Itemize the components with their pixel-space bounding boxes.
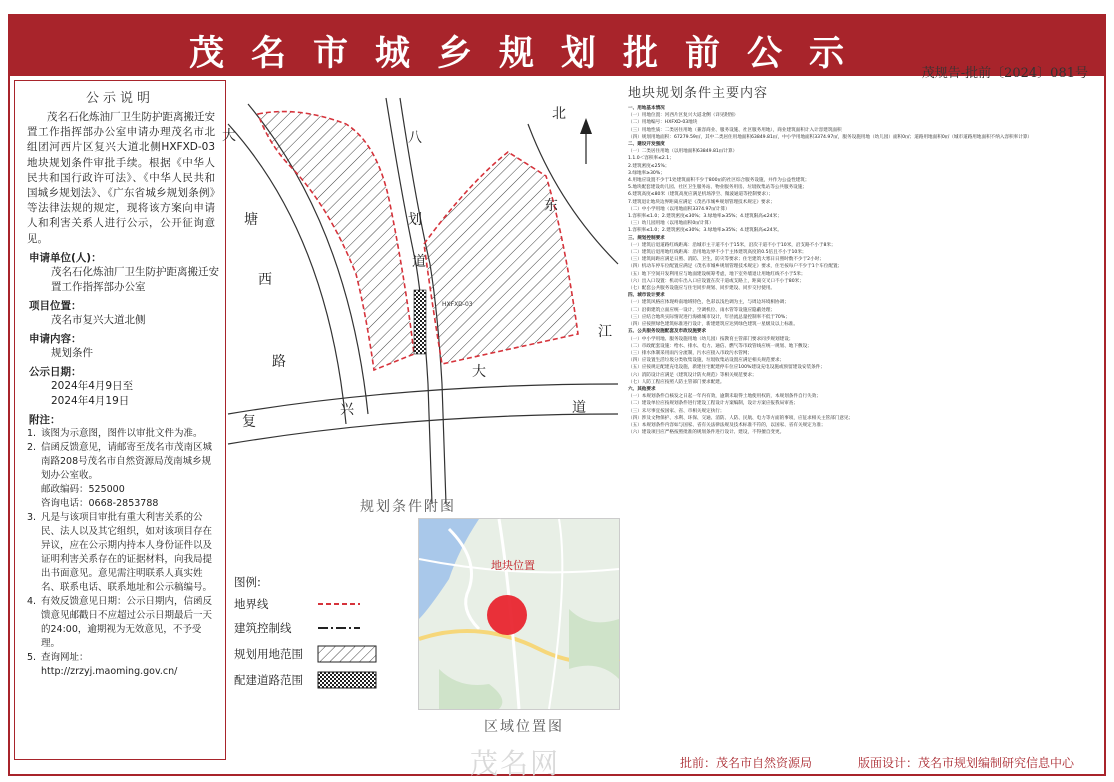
- location-map-label: 区域位置图: [484, 719, 564, 735]
- road-west-char-1: 大: [222, 128, 236, 144]
- note-item: [15, 511, 225, 595]
- note-text: 有效反馈意见日期：公示日期内，信函反馈意见邮戳日不应超过公示日期最后一天的24:00，逾期视为无效意见，不予受理。: [41, 595, 213, 649]
- note-text: 信函反馈意见，请邮寄至茂名市茂南区城南路208号茂名市自然资源局茂南城乡规划办公室收。: [41, 441, 213, 481]
- road-south-char-1: 复: [242, 414, 256, 430]
- note-item: [15, 651, 225, 665]
- condition-section: [624, 105, 1098, 141]
- condition-section: [624, 292, 1098, 328]
- legend-road-swatch: [318, 672, 376, 688]
- site-plan-svg: [222, 84, 618, 508]
- notes-list: [15, 427, 225, 679]
- site-location-label: 地块位置: [491, 559, 535, 572]
- condition-section-heading: 二、建设开发强度: [628, 142, 665, 148]
- condition-section-body: （一）用地位置：河西片区复兴大道北侧（详见附图） （二）用地编号：HXFXD-03地块 （三）用地性质：二类居住用地（兼容商业、服务设施、社区服务用地），商业建筑面积计入计容建筑面积 （四）规划用地面积：67279.59㎡，其中二类居住用地面积63849.81㎡，中小学用地面积3374.97㎡，服务设施用地（幼儿园）面积0㎡；道路用地面积0㎡（城市道路用地面积不纳入容积率计算）: [628, 113, 1033, 140]
- site-plan-label: 规划条件附图: [360, 499, 456, 515]
- condition-section-heading: 一、用地基本情况: [628, 106, 665, 111]
- notice-title: 公示说明: [85, 91, 154, 106]
- road-mid-char-2: 划: [408, 212, 422, 228]
- condition-section-heading: 三、规划控制要求: [628, 235, 665, 241]
- applicant-value: 茂名石化炼油厂卫生防护距离搬迁安置工作指挥部办公室: [51, 265, 219, 293]
- condition-section-heading: 四、城市设计要求: [628, 293, 665, 299]
- note-item: [15, 595, 225, 651]
- note-number: 3.: [27, 511, 37, 523]
- condition-section-heading: 五、公共服务设施配套及市政设施要求: [628, 329, 707, 335]
- legend-title: 图例:: [234, 575, 261, 589]
- road-west-char-3: 西: [258, 272, 272, 288]
- legend-land-swatch: [318, 646, 376, 662]
- notes-label: 附注：: [29, 413, 61, 426]
- road-east-char-2: 江: [598, 324, 612, 340]
- legend: [228, 570, 406, 700]
- note-text[interactable]: http://zrzyj.maoming.gov.cn/: [41, 665, 178, 677]
- road-south-char-2: 兴: [340, 402, 354, 418]
- note-number: 1.: [27, 427, 37, 439]
- parcel-id-label: HXFXD-03: [442, 301, 473, 308]
- condition-section-body: （一）建筑后退道路红线距离：沿城市主干道不小于15米，沿次干道不小于10米，沿支路不小于8米； （二）建筑后退用地红线距离：沿用地边界不小于主体建筑高度的0.5倍且不小于10米； （三）建筑间距应满足日照、消防、卫生、防灾等要求；住宅建筑大寒日日照时数不少于2小时； （四）机动车停车位配置应满足《茂名市城乡规划管理技术规定》要求，住宅按每户不少于1个车位配置； （五）地下空间开发利用应与地面建设统筹考虑，地下室外墙退让用地红线不小于5米； （六）出入口设置：机动车出入口应设置在次干道或支路上，距离交叉口不小于80米； （七）配套公共服务设施应与住宅同步规划、同步建设、同步交付使用。: [628, 242, 843, 292]
- road-west-char-2: 塘: [244, 212, 258, 228]
- content-value: 规划条件: [51, 346, 93, 359]
- legend-label-road-area: 配建道路范围: [234, 673, 303, 687]
- note-text: 咨询电话：0668-2853788: [41, 497, 159, 509]
- notice-intro: 茂名石化炼油厂卫生防护距离搬迁安置工作指挥部办公室申请办理茂名市北组团河西片区复兴大道北侧HXFXD-03地块规划条件审批手续。根据《中华人民共和国行政许可法》、《中华人民共和国城乡规划法》、《广东省城乡规划条例》等法律法规的规定，现将该方案向申请人和利害关系人进行公示，公开征询意见。: [27, 111, 215, 245]
- condition-section: [624, 328, 1098, 386]
- west-parcel: [258, 112, 414, 370]
- condition-section-body: （一）建筑风格应体现岭南地域特色，色彩以浅色调为主，与周边环境相协调； （二）沿街建筑立面应统一设计，空调机位、雨水管等设施应隐蔽处理； （三）应结合地块实际情况进行海绵城市设计，年径流总量控制率不低于70%； （四）应按照绿色建筑标准进行设计，新建建筑应达到绿色建筑一星级及以上标准。: [628, 300, 798, 328]
- road-mid-char-1: 八: [408, 130, 422, 146]
- note-text: 邮政编码：525000: [41, 483, 125, 495]
- conditions-sections: [624, 105, 1098, 436]
- note-number: 2.: [27, 441, 37, 453]
- note-number: 4.: [27, 595, 37, 607]
- condition-section-body: （一）二类居住用地（以用地面积63849.81㎡计算） 1.1.0＜容积率≤2.1； 2.建筑密度≤25%； 3.绿地率≥30%； 4.用地应设置不少于1处建筑面积不少于800㎡的社区综合服务设施，并作为公益性建筑； 5.地块配套建设幼儿园、社区卫生服务站、物业服务用房、垃圾收集站等公共服务设施； 6.建筑高度≤80米（建筑高度应满足机场净空、微波通道等控制要求）； 7.建筑退让地块边界距离应满足《茂名市城乡规划管理技术规定》要求； （二）中小学用地（以用地面积3374.97㎡计算） 1.容积率≤1.0；2.建筑密度≤30%；3.绿地率≥35%；4.建筑限高≤24米； （三）幼儿园用地（以用地面积0㎡计算） 1.容积率≤1.0；2.建筑密度≤30%；3.绿地率≥35%；4.建筑限高≤24米。: [628, 149, 810, 234]
- note-item: [15, 441, 225, 483]
- content-label: 申请内容：: [29, 332, 82, 345]
- road-south-char-3: 大: [472, 364, 486, 380]
- date-from: 2024年4月9日至: [51, 379, 134, 392]
- condition-section: [624, 235, 1098, 293]
- location-value: 茂名市复兴大道北侧: [51, 313, 146, 326]
- applicant-label: 申请单位(人)：: [29, 251, 102, 264]
- condition-section: [624, 386, 1098, 436]
- note-text: 查询网址：: [41, 651, 89, 663]
- legend-label-control-line: 建筑控制线: [234, 621, 292, 635]
- location-map-svg: [419, 519, 619, 709]
- note-item: [15, 497, 225, 511]
- road-west-char-4: 路: [272, 354, 286, 370]
- date-to: 2024年4月19日: [51, 394, 130, 407]
- notice-panel: [14, 80, 226, 760]
- footer-designer: 版面设计：茂名市规划编制研究信息中心: [858, 756, 1075, 770]
- supporting-road-area: [414, 290, 426, 354]
- note-item: [15, 483, 225, 497]
- footer-issuer: 批前：茂名市自然资源局: [680, 756, 813, 770]
- condition-section-body: （一）本规划条件自核发之日起一年内有效，逾期未取得土地使用权的，本规划条件自行失效； （二）建设单位应按规划条件进行建设工程设计方案编制，设计方案应报我局审查； （三）未尽事宜按国家、省、市相关规定执行； （四）涉及文物保护、水利、环保、交通、消防、人防、民航、电力等方面的事项，应征求相关主管部门意见； （五）本规划条件内容如与国家、省有关法律法规及技术标准不符的，以国家、省有关规定为准； （六）建设项目应严格按照批准的规划条件进行设计、建设，不得擅自变更。: [628, 394, 854, 436]
- note-text: 凡是与该项目审批有重大利害关系的公民、法人以及其它组织，如对该项目存在异议，应在公示期内持本人身份证件以及证明利害关系存在的证据材料，向我局提出书面意见。意见需注明联系人真实姓名、联系电话、联系地址和公示稿编号。: [41, 511, 213, 593]
- condition-section: [624, 141, 1098, 235]
- conditions-title: 地块规划条件主要内容: [628, 86, 769, 101]
- site-location-marker: [487, 595, 527, 635]
- location-map: [418, 518, 620, 710]
- north-arrow-icon: [580, 118, 592, 164]
- road-east-char-1: 东: [544, 198, 558, 214]
- note-item: [15, 427, 225, 441]
- date-label: 公示日期：: [29, 365, 82, 378]
- page-title: 茂名市城乡规划批前公示: [188, 33, 871, 74]
- road-mid-char-3: 道: [412, 254, 426, 270]
- watermark: 茂名网: [470, 747, 561, 780]
- condition-section-heading: 六、其他要求: [628, 386, 656, 392]
- legend-symbols: [316, 596, 400, 696]
- note-item: [15, 665, 225, 679]
- north-label: 北: [552, 106, 566, 122]
- condition-section-body: （一）中小学用地、服务设施用地（幼儿园）按教育主管部门要求同步规划建设； （二）市政配套设施：给水、排水、电力、通信、燃气等市政管线应统一规划、地下敷设； （三）排水体制采用雨污分流制，污水应接入市政污水管网； （四）应设置生活垃圾分类收集设施，垃圾收集站设置应满足相关规范要求； （五）应按规定配建充电设施，新建住宅配建停车位应100%建设充电设施或预留建设安装条件； （六）消防设计应满足《建筑设计防火规范》等相关规范要求； （七）人防工程应按照人防主管部门要求配建。: [628, 336, 825, 385]
- conditions-panel: [624, 82, 1098, 744]
- legend-label-land-area: 规划用地范围: [234, 647, 303, 661]
- legend-label-boundary: 地界线: [234, 597, 269, 611]
- location-label: 项目位置：: [29, 299, 82, 312]
- document-number: 茂规告-批前〔2024〕081号: [921, 66, 1088, 81]
- note-text: 该图为示意图，图件以审批文件为准。: [41, 427, 203, 439]
- note-number: 5.: [27, 651, 37, 663]
- site-plan-map: [222, 84, 618, 508]
- road-south-char-4: 道: [572, 400, 586, 416]
- east-parcel: [424, 152, 578, 364]
